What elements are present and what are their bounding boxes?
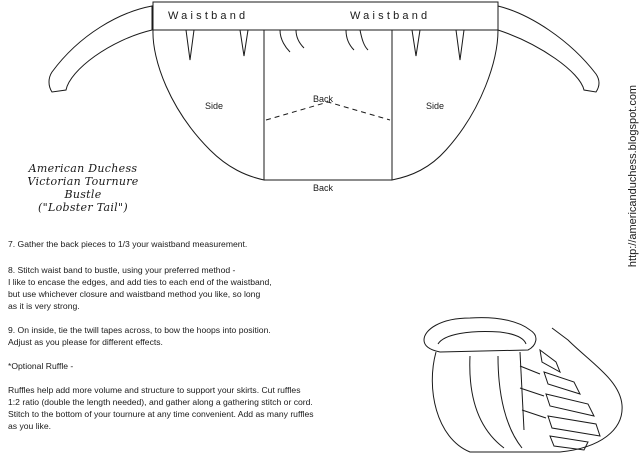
blog-url xyxy=(626,70,640,280)
blog-url-text: http://americanduchess.blogspot.com xyxy=(627,84,639,268)
pleat xyxy=(360,30,368,50)
dart xyxy=(186,30,194,60)
ruffle-line-2: 1:2 ratio (double the length needed), and gather along a gathering stitch or cord. xyxy=(8,397,313,407)
step-9-line-2: Adjust as you please for different effects. xyxy=(8,337,163,347)
title-block xyxy=(8,162,158,214)
title-line-1: American Duchess xyxy=(28,162,138,175)
ruffle-line-4: as you like. xyxy=(8,421,51,431)
title-line-3: ("Lobster Tail") xyxy=(38,201,128,214)
pleat xyxy=(296,30,304,48)
dashed-fold-line xyxy=(266,102,390,120)
back-label-bottom: Back xyxy=(313,183,334,193)
ruffle-line-1: Ruffles help add more volume and structure to support your skirts. Cut ruffles xyxy=(8,385,301,395)
step-8-line-1: 8. Stitch waist band to bustle, using your preferred method - xyxy=(8,265,236,275)
waistband-label-left: Waistband xyxy=(168,10,249,22)
ruffle-line-3: Stitch to the bottom of your tournure at any time convenient. Add as many ruffles xyxy=(8,409,314,419)
back-label-top: Back xyxy=(313,94,334,104)
side-panel-right xyxy=(392,30,498,180)
bustle-illustration xyxy=(424,318,622,452)
optional-ruffle-heading: *Optional Ruffle - xyxy=(8,361,74,371)
right-tie xyxy=(498,6,599,92)
dart xyxy=(412,30,420,56)
step-7: 7. Gather the back pieces to 1/3 your waistband measurement. xyxy=(8,239,248,249)
side-label-right: Side xyxy=(426,101,445,111)
pleat xyxy=(280,30,290,52)
left-tie xyxy=(49,6,152,92)
step-9-line-1: 9. On inside, tie the twill tapes across, to bow the hoops into position. xyxy=(8,325,271,335)
dart xyxy=(456,30,464,60)
waistband-label-right: Waistband xyxy=(350,10,431,22)
side-label-left: Side xyxy=(205,101,224,111)
title-line-2: Victorian Tournure Bustle xyxy=(27,175,139,201)
pleat xyxy=(346,30,354,50)
step-8-line-3: but use whichever closure and waistband method you like, so long xyxy=(8,289,261,299)
step-8-line-2: I like to encase the edges, and add ties to each end of the waistband, xyxy=(8,277,272,287)
step-8-line-4: as it is very strong. xyxy=(8,301,80,311)
dart xyxy=(240,30,248,56)
